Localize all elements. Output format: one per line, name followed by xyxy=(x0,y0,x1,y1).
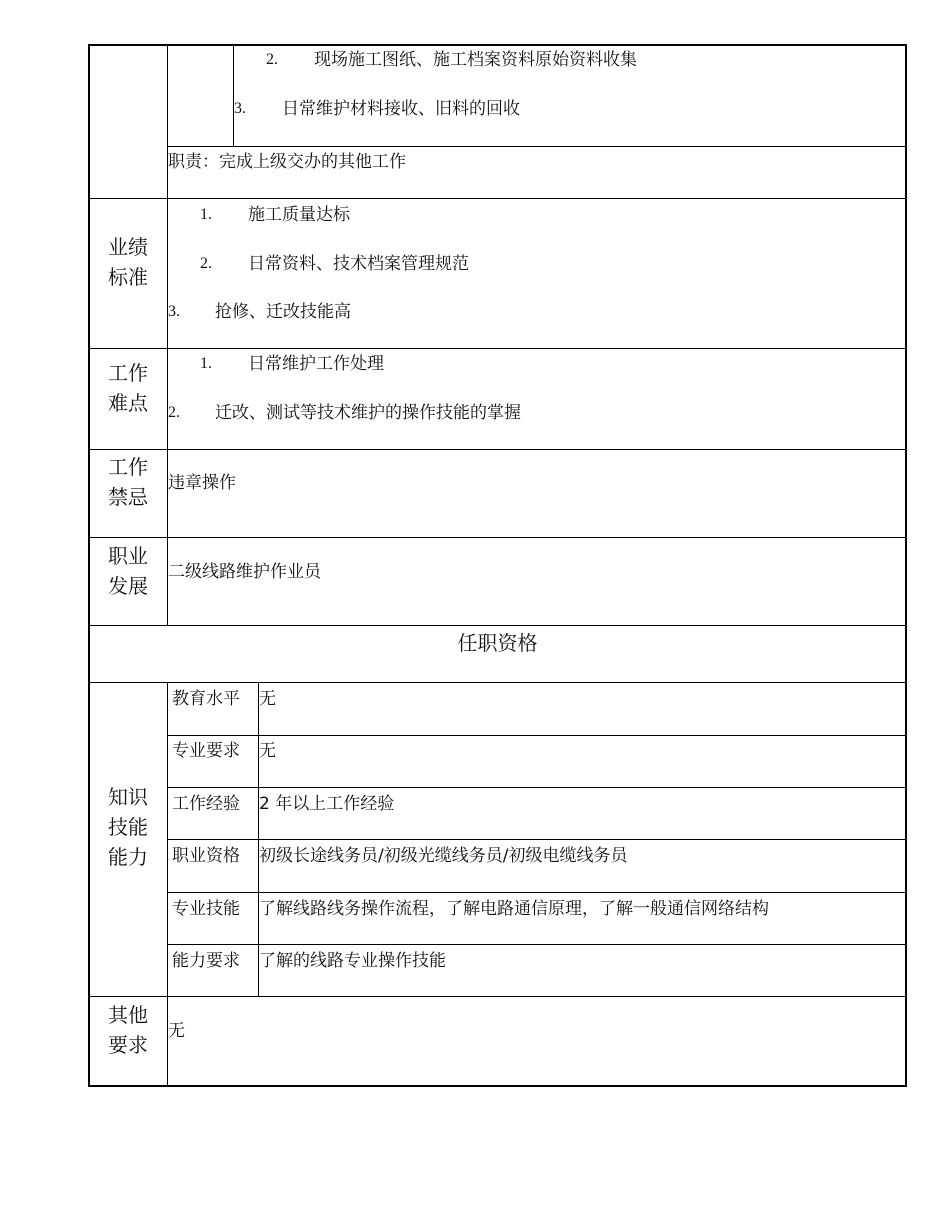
knowledge-header-line-2: 技能 xyxy=(108,815,148,839)
performance-item-1-text: 施工质量达标 xyxy=(248,205,350,225)
knowledge-row-value: 了解线路线务操作流程，了解电路通信原理，了解一般通信网络结构 xyxy=(259,899,769,919)
duty-item-3-number: 3. xyxy=(234,100,246,117)
difficulty-item-2-text: 迁改、测试等技术维护的操作技能的掌握 xyxy=(215,403,521,423)
career-text: 二级线路维护作业员 xyxy=(168,562,321,582)
duty-item-2-text: 现场施工图纸、施工档案资料原始资料收集 xyxy=(314,50,637,70)
qualification-title: 任职资格 xyxy=(457,631,538,655)
difficulty-header-line-2: 难点 xyxy=(108,391,148,415)
career-header-line-1: 职业 xyxy=(108,544,148,568)
career-header xyxy=(106,541,150,601)
knowledge-header-line-1: 知识 xyxy=(108,785,148,809)
difficulty-header xyxy=(106,358,150,418)
knowledge-row-value: 无 xyxy=(259,689,276,709)
knowledge-header xyxy=(106,782,150,872)
knowledge-row-value: 初级长途线务员/初级光缆线务员/初级电缆线务员 xyxy=(259,846,628,866)
difficulty-item-1-number: 1. xyxy=(200,355,212,372)
knowledge-row-value: 2 年以上工作经验 xyxy=(259,794,395,814)
knowledge-row-label: 工作经验 xyxy=(172,794,240,814)
knowledge-row-label: 能力要求 xyxy=(172,951,240,971)
taboo-header-line-2: 禁忌 xyxy=(108,485,148,509)
performance-item-1-number: 1. xyxy=(200,206,212,223)
performance-header-line-1: 业绩 xyxy=(108,235,148,259)
performance-header xyxy=(106,232,150,292)
taboo-text: 违章操作 xyxy=(168,473,236,493)
knowledge-header-line-3: 能力 xyxy=(108,845,148,869)
performance-item-2-number: 2. xyxy=(200,255,212,272)
knowledge-row-label: 专业要求 xyxy=(172,741,240,761)
taboo-header-line-1: 工作 xyxy=(108,455,148,479)
other-header-line-2: 要求 xyxy=(108,1033,148,1057)
knowledge-row-value: 了解的线路专业操作技能 xyxy=(259,951,446,971)
performance-item-2-text: 日常资料、技术档案管理规范 xyxy=(248,254,469,274)
other-duty-text: 职责：完成上级交办的其他工作 xyxy=(168,152,406,172)
knowledge-row-label: 职业资格 xyxy=(172,846,240,866)
knowledge-row-label: 教育水平 xyxy=(172,689,240,709)
knowledge-row-value: 无 xyxy=(259,741,276,761)
performance-item-3-text: 抢修、迁改技能高 xyxy=(215,302,351,322)
other-header xyxy=(106,1000,150,1060)
taboo-header xyxy=(106,452,150,512)
performance-item-3-number: 3. xyxy=(168,303,180,320)
difficulty-header-line-1: 工作 xyxy=(108,361,148,385)
other-header-line-1: 其他 xyxy=(108,1003,148,1027)
knowledge-row-label: 专业技能 xyxy=(172,899,240,919)
duty-item-3-text: 日常维护材料接收、旧料的回收 xyxy=(282,99,520,119)
difficulty-item-2-number: 2. xyxy=(168,404,180,421)
career-header-line-2: 发展 xyxy=(108,574,148,598)
difficulty-item-1-text: 日常维护工作处理 xyxy=(248,354,384,374)
performance-header-line-2: 标准 xyxy=(108,265,148,289)
duty-item-2-number: 2. xyxy=(266,51,278,68)
other-text: 无 xyxy=(168,1021,185,1041)
